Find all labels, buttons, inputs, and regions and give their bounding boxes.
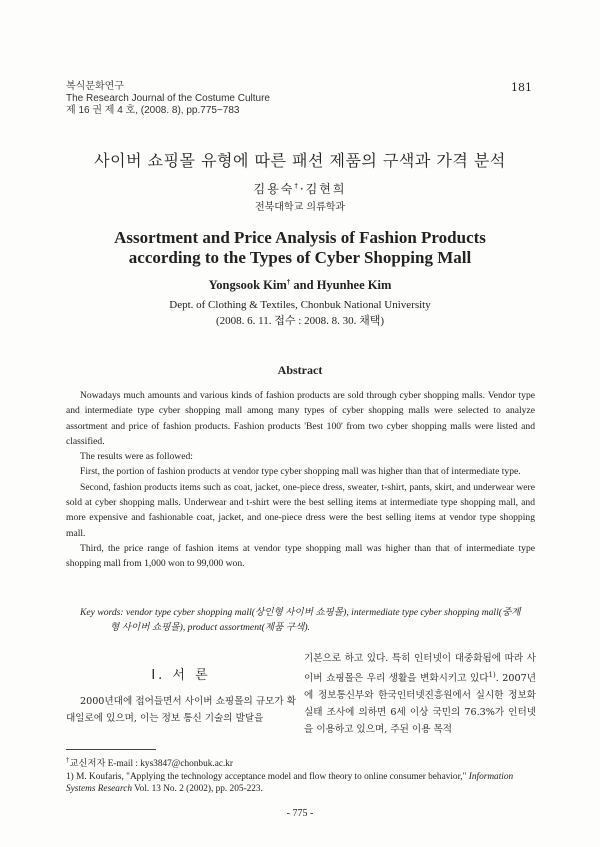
page-number: 181 [511,81,532,94]
journal-header [66,81,270,117]
title-korean: 사이버 쇼핑몰 유형에 따른 패션 제품의 구색과 가격 분석 [94,151,506,170]
footnote-ref-1 [66,771,536,796]
body-paragraph: 2000년대에 접어들면서 사이버 쇼핑몰의 규모가 확대일로에 있으며, 이는 정보 통신 기술의 발달을 [66,696,296,724]
abstract-paragraph: Second, fashion products items such as coat, jacket, one-piece dress, sweater, t-shirt, pants, skirt, and underwear were sold at cyber shopping malls. Underwear and t-shirt were the best selling items at intermediate type shopping mall, and more expensive and fashionable coat, jacket, and one-piece dress were the best selling items at vendor type shopping mall. [66,481,535,539]
journal-name-en: The Research Journal of the Costume Culture [66,93,270,104]
dagger-mark-en: † [286,278,291,286]
keywords-line2: 형 사이버 쇼핑몰), product assortment(제품 구색). [110,622,310,633]
footnote-corresponding-text: 교신저자 E-mail : kys3847@chonbuk.ac.kr [69,759,234,770]
citation-ref-1: 1) [488,671,496,679]
abstract-paragraph: Nowadays much amounts and various kinds of fashion products are sold through cyber shopping malls. Vendor type and intermediate type cyber shopping mall among many types of cyber shopping malls were selected to analyze assortment and price of fashion products. Fashion products 'Best 100' from two cyber shopping malls were listed and classified. [66,390,535,447]
footnotes [66,754,536,796]
author-separator: · [299,182,306,196]
footnote-corresponding [66,754,536,771]
body-right-column [304,650,536,738]
title-english-line2: according to the Types of Cyber Shopping Mall [128,248,472,267]
authors-korean [0,180,600,197]
footnote-ref-1-a: 1) M. Koufaris, "Applying the technology acceptance model and flow theory to online consumer behavior," [66,771,467,782]
footer-page-number: - 775 - [286,808,314,819]
footnote-divider [66,749,156,750]
keywords-line1: Key words: vendor type cyber shopping mall(상인형 사이버 쇼핑몰), intermediate type cyber shopping mall(중계 [80,607,521,618]
author-kr-2: 김현희 [305,182,347,196]
footnote-dagger: † [66,756,70,764]
abstract-heading: Abstract [277,363,323,377]
journal-issue: 제 16 권 제 4 호, (2008. 8), pp.775~783 [66,105,240,116]
author-kr-1: 김용숙 [253,182,295,196]
affiliation-english [0,297,600,329]
abstract-body [66,388,535,572]
keywords [80,605,535,635]
body-left-column [66,693,296,727]
footnote-ref-1-journal: Information Systems Research [66,771,514,795]
author-en-1: Yongsook Kim [208,278,287,293]
received-accepted-dates: (2008. 6. 11. 접수 : 2008. 8. 30. 채택) [216,315,384,327]
affiliation-english-text: Dept. of Clothing & Textiles, Chonbuk National University [169,299,431,311]
abstract-paragraph: The results were as followed: [80,451,193,463]
authors-english [0,278,600,293]
abstract-paragraph: Third, the price range of fashion items at vendor type shopping mall was higher than that of intermediate type shopping mall from 1,000 won to 99,000 won. [66,542,535,570]
section-heading-introduction: Ⅰ. 서 론 [151,668,211,683]
title-english [0,228,600,268]
author-en-2: and Hyunhee Kim [290,278,392,293]
dagger-mark: † [294,182,300,190]
abstract-paragraph: First, the portion of fashion products at vendor type cyber shopping mall was higher than that of intermediate type. [80,466,521,478]
title-english-line1: Assortment and Price Analysis of Fashion Products [114,228,486,247]
footnote-ref-1-b: Vol. 13 No. 2 (2002), pp. 205-223. [132,784,263,795]
body-text-1: 기본으로 하고 있다. 특히 인터넷이 대중화됨에 따라 사이버 쇼핑몰은 우리 생활을 변화시키고 있다 [304,653,536,685]
body-text-2: . 2007년에 정보통신부와 한국인터넷진흥원에서 실시한 정보화 실태 조사에 의하면 6세 이상 국민의 76.3%가 인터넷을 이용하고 있으며, 주된 이용 목적 [304,673,536,736]
journal-name-kr: 복식문화연구 [66,81,124,92]
affiliation-korean: 전북대학교 의류학과 [254,202,346,213]
